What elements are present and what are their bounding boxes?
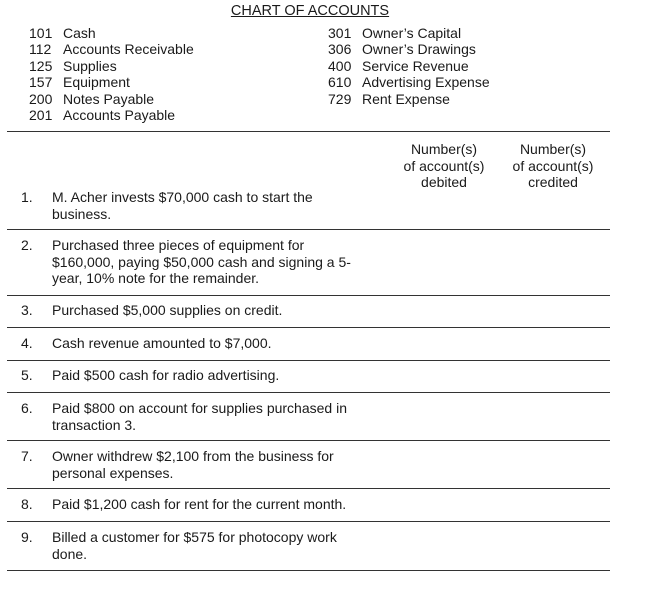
transaction-description (52, 529, 362, 562)
divider (7, 295, 610, 296)
description-line: done. (52, 545, 88, 562)
account-name: Notes Payable (63, 90, 155, 107)
divider (7, 521, 610, 522)
header-credited (498, 141, 608, 191)
header-debited-line: Number(s) (410, 141, 478, 157)
account-name: Accounts Payable (63, 107, 176, 124)
account-number: 157 (29, 74, 53, 91)
description-line: personal expenses. (52, 464, 174, 481)
transaction-number: 7. (21, 448, 33, 464)
transaction-number: 1. (21, 189, 33, 205)
account-number: 306 (328, 41, 352, 58)
account-name: Rent Expense (362, 90, 450, 107)
account-row (29, 91, 194, 107)
account-number: 729 (328, 90, 352, 107)
account-number: 125 (29, 57, 53, 74)
transaction-description (52, 367, 362, 384)
account-name: Equipment (63, 74, 130, 91)
transaction-number: 6. (21, 400, 33, 416)
transaction-description (52, 400, 362, 433)
account-row (328, 41, 490, 57)
transaction-description (52, 302, 362, 319)
description-line: Paid $500 cash for radio advertising. (52, 367, 280, 383)
divider (7, 440, 610, 441)
account-number: 200 (29, 90, 53, 107)
account-number: 301 (328, 25, 352, 41)
description-line: Cash revenue amounted to $7,000. (52, 335, 272, 351)
header-credited-line: credited (528, 174, 578, 190)
divider (7, 327, 610, 328)
account-name: Supplies (63, 57, 117, 74)
account-row (29, 25, 194, 41)
description-line: Owner withdrew $2,100 from the business for (52, 448, 334, 464)
accounts-list-left (29, 25, 194, 123)
description-line: year, 10% note for the remainder. (52, 270, 260, 286)
transaction-number: 9. (21, 529, 33, 545)
account-number: 112 (29, 41, 52, 58)
divider (7, 229, 610, 230)
account-row (328, 74, 490, 90)
chart-of-accounts-title: CHART OF ACCOUNTS (230, 3, 390, 19)
header-debited-line: debited (421, 174, 467, 190)
description-line: Paid $1,200 cash for rent for the current month. (52, 496, 347, 512)
account-number: 201 (29, 107, 53, 124)
account-row (328, 91, 490, 107)
account-name: Accounts Receivable (63, 41, 194, 58)
header-debited (389, 141, 499, 191)
account-row (328, 58, 490, 74)
account-name: Service Revenue (362, 57, 469, 74)
transaction-description (52, 237, 362, 287)
account-name: Owner’s Drawings (362, 41, 476, 58)
account-name: Advertising Expense (362, 74, 490, 91)
header-credited-line: of account(s) (512, 157, 594, 174)
description-line: business. (52, 205, 112, 222)
account-row (29, 41, 194, 57)
account-row (328, 25, 490, 41)
transaction-number: 2. (21, 237, 33, 253)
transaction-description (52, 189, 362, 222)
divider (7, 392, 610, 393)
divider (7, 131, 610, 132)
account-number: 101 (29, 25, 53, 41)
transaction-number: 3. (21, 302, 33, 318)
header-credited-line: Number(s) (519, 141, 587, 157)
description-line: Purchased $5,000 supplies on credit. (52, 302, 283, 318)
account-row (29, 107, 194, 123)
transaction-description (52, 335, 362, 352)
account-number: 400 (328, 57, 352, 74)
account-name: Cash (63, 25, 96, 41)
description-line: Paid $800 on account for supplies purchased in (52, 400, 347, 416)
header-debited-line: of account(s) (403, 157, 485, 174)
transaction-number: 4. (21, 335, 33, 351)
account-name: Owner’s Capital (362, 25, 462, 41)
divider (7, 360, 610, 361)
description-line: Purchased three pieces of equipment for (52, 237, 305, 253)
transaction-description (52, 448, 362, 481)
divider (7, 570, 610, 571)
transaction-description (52, 496, 362, 513)
description-line: transaction 3. (52, 416, 137, 433)
account-row (29, 74, 194, 90)
account-number: 610 (328, 74, 352, 91)
description-line: M. Acher invests $70,000 cash to start the (52, 189, 313, 205)
description-line: $160,000, paying $50,000 cash and signing a 5- (52, 253, 351, 270)
description-line: Billed a customer for $575 for photocopy work (52, 529, 337, 545)
transaction-number: 8. (21, 496, 33, 512)
divider (7, 488, 610, 489)
account-row (29, 58, 194, 74)
transaction-number: 5. (21, 367, 33, 383)
accounts-list-right (328, 25, 490, 107)
